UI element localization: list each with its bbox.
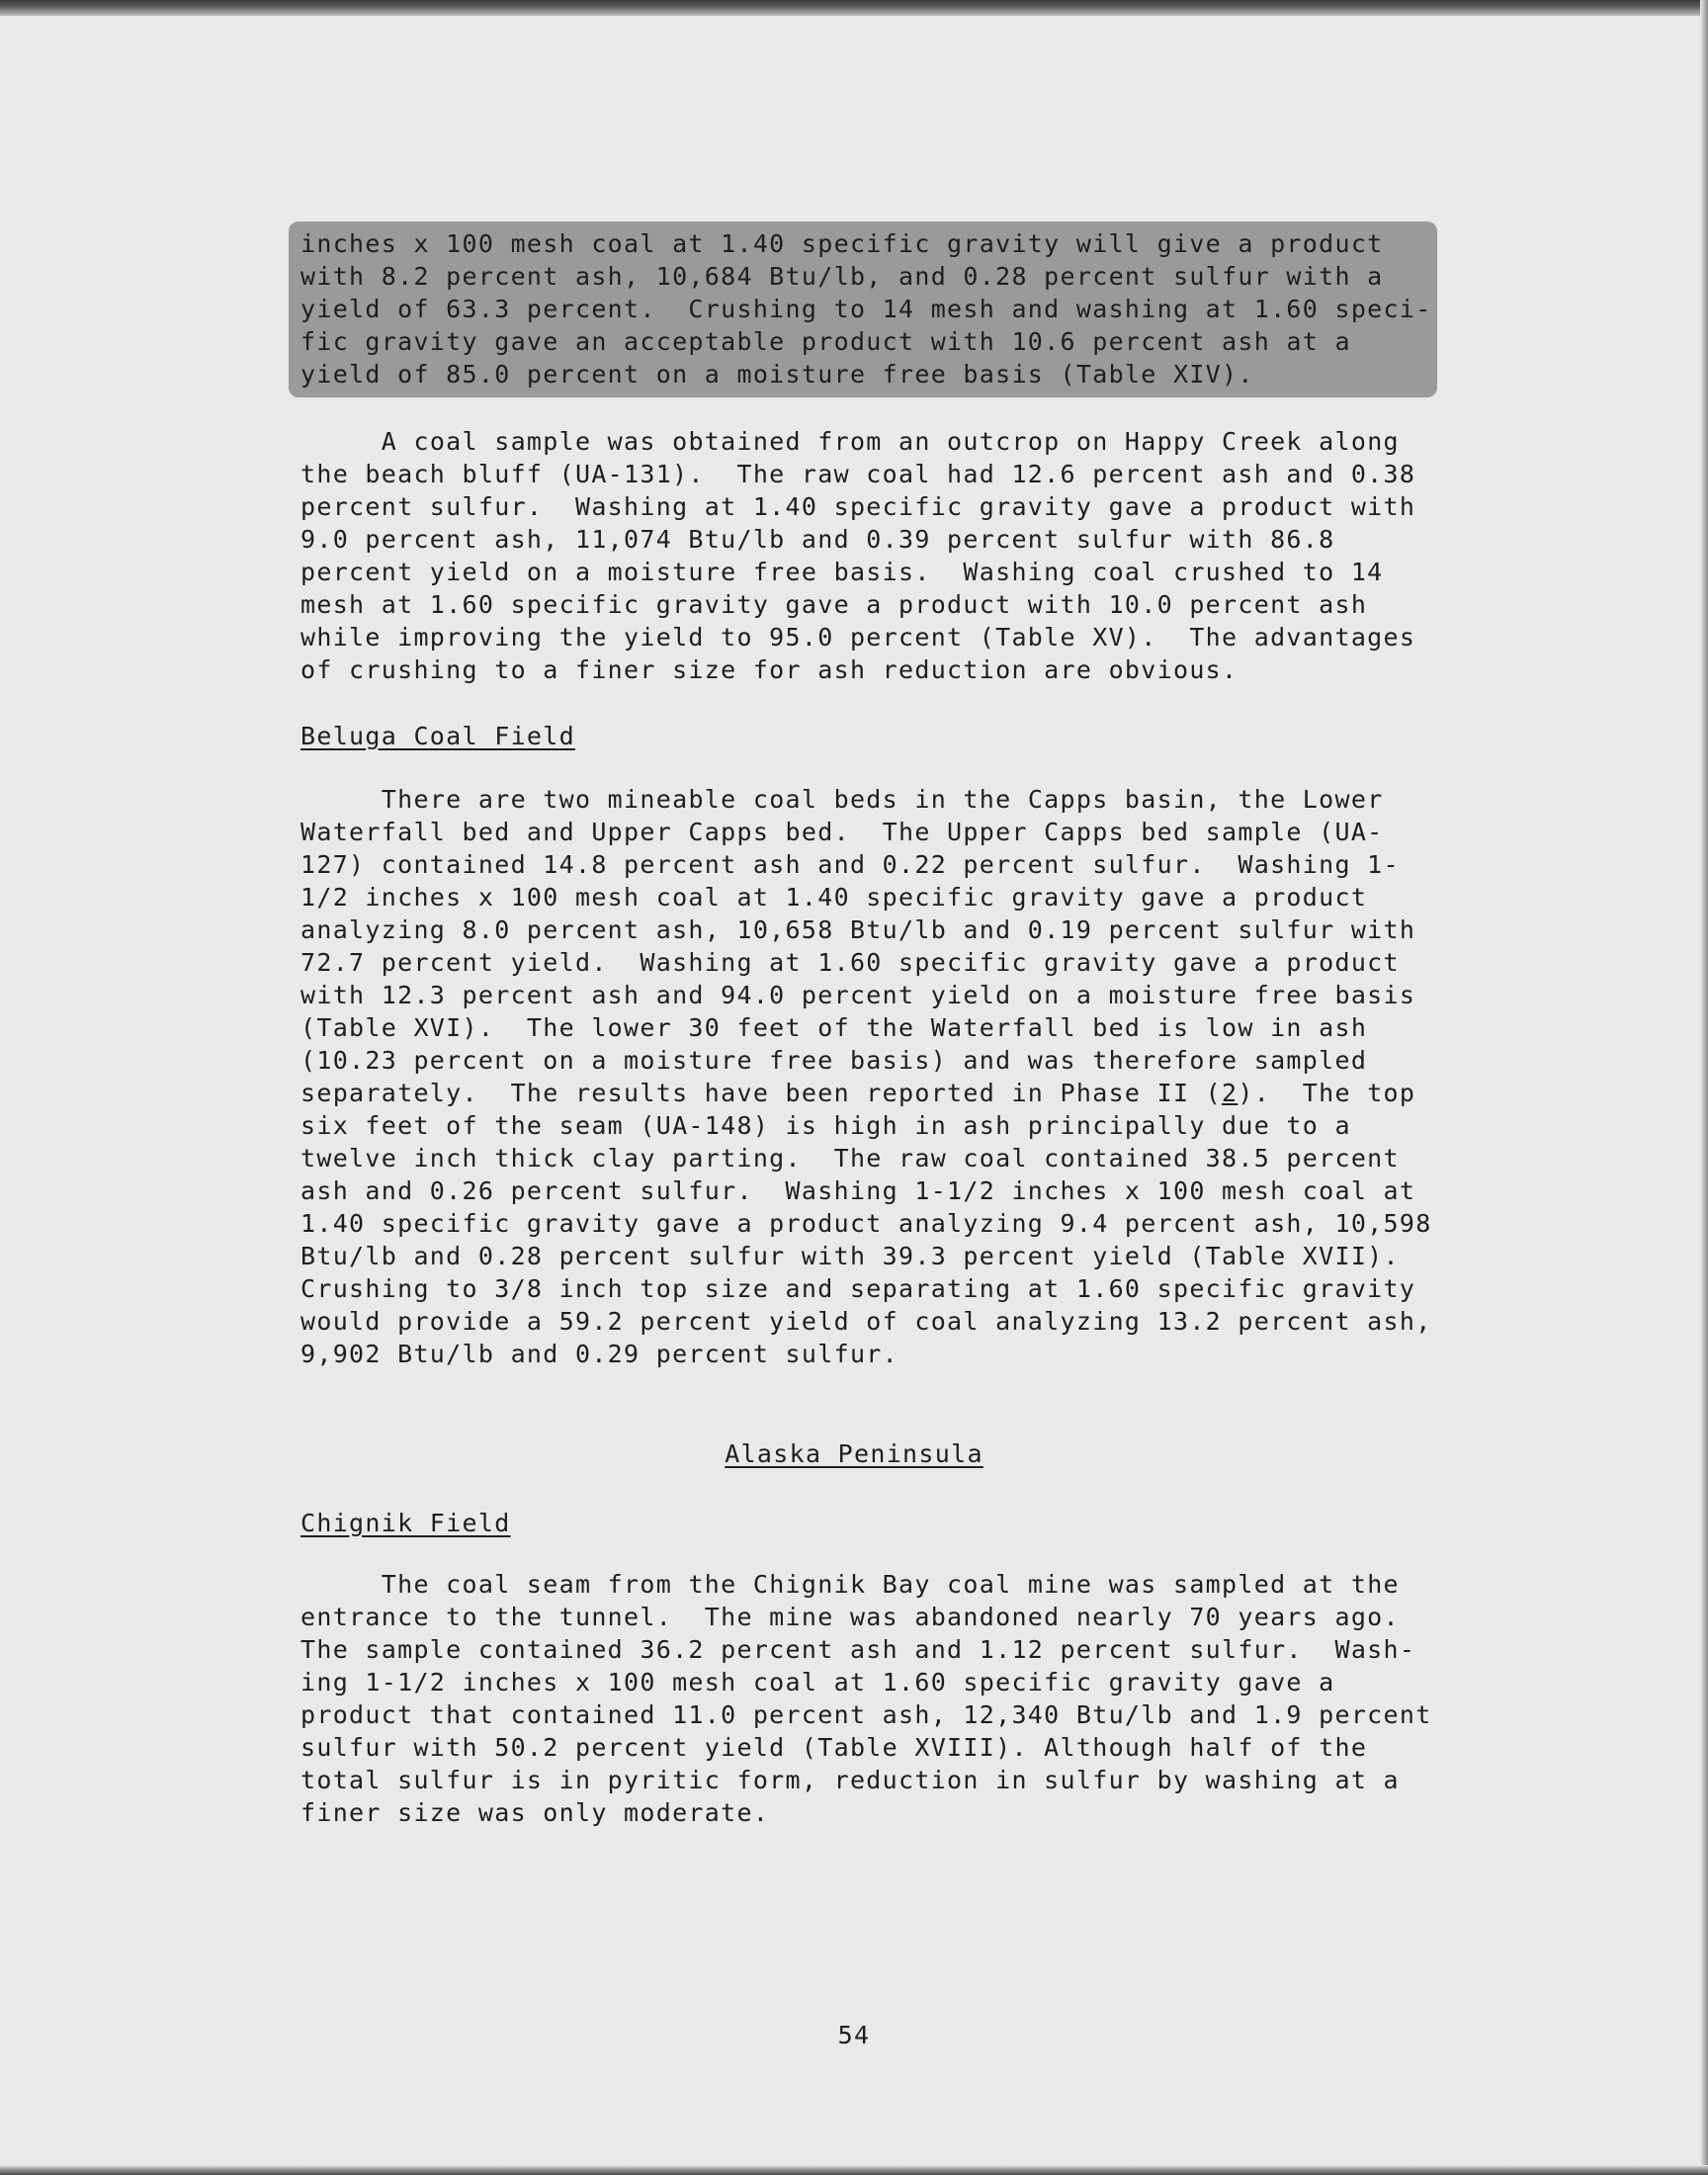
paragraph-capps-basin-part2: ). The top six feet of the seam (UA-148) is high in ash principally due to a twelve inch thick clay parting. The raw coal contained 38.5 percent ash and 0.26 percent sulfur. Washing 1-1/2 inches x 100 mesh coal at 1.40 specific gravity gave a product analyzing 9.4 percent ash, 10,598 Btu/lb and 0.28 percent sulfur with 39.3 percent yield (Table XVII). Crushing to 3/8 inch top size and separating at 1.60 specific gravity would provide a 59.2 percent yield of coal analyzing 13.2 percent ash, 9,902 Btu/lb and 0.29 percent sulfur. (300, 1079, 1432, 1368)
paragraph-chignik-bay: The coal seam from the Chignik Bay coal mine was sampled at the entrance to the tunnel. The mine was abandoned nearly 70 years ago. The sample contained 36.2 percent ash and 1.12 percent sulfur. Wash- ing 1-1/2 inches x 100 mesh coal at 1.60 specific gravity gave a product that contained 11.0 percent ash, 12,340 Btu/lb and 1.9 percent sulfur with 50.2 percent yield (Table XVIII). Although half of the total sulfur is in pyritic form, reduction in sulfur by washing at a finer size was only moderate. (300, 1570, 1432, 1827)
heading-chignik-field: Chignik Field (300, 1509, 511, 1537)
paragraph-capps-basin-part1: There are two mineable coal beds in the Capps basin, the Lower Waterfall bed and Upper Capps bed. The Upper Capps bed sample (UA- 127) contained 14.8 percent ash and 0.22 percent sulfur. Washing 1- 1/2 inches x 100 mesh coal at 1.40 specific gravity gave a product analyzing 8.0 percent ash, 10,658 Btu/lb and 0.19 percent sulfur with 72.7 percent yield. Washing at 1.60 specific gravity gave a product with 12.3 percent ash and 94.0 percent yield on a moisture free basis (Table XVI). The lower 30 feet of the Waterfall bed is low in ash (10.23 percent on a moisture free basis) and was therefore sampled separately. The results have been reported in Phase II ( (300, 785, 1416, 1107)
scan-edge-right (1700, 0, 1708, 2175)
paragraph-continued: inches x 100 mesh coal at 1.40 specific gravity will give a product with 8.2 percent ash, 10,684 Btu/lb, and 0.28 percent sulfur with a yield of 63.3 percent. Crushing to 14 mesh and washing at 1.60 speci- fic gravity gave an acceptable product with 10.6 percent ash at a yield of 85.0 percent on a moisture free basis (Table XIV). (300, 229, 1432, 389)
reference-number: 2 (1222, 1079, 1238, 1107)
paragraph-capps-basin (300, 783, 1447, 1370)
paragraph-happy-creek: A coal sample was obtained from an outcrop on Happy Creek along the beach bluff (UA-131). The raw coal had 12.6 percent ash and 0.38 percent sulfur. Washing at 1.40 specific gravity gave a product with 9.0 percent ash, 11,074 Btu/lb and 0.39 percent sulfur with 86.8 percent yield on a moisture free basis. Washing coal crushed to 14 mesh at 1.60 specific gravity gave a product with 10.0 percent ash while improving the yield to 95.0 percent (Table XV). The advantages of crushing to a finer size for ash reduction are obvious. (300, 427, 1416, 684)
heading-beluga-coal-field: Beluga Coal Field (300, 722, 575, 750)
heading-alaska-peninsula: Alaska Peninsula (725, 1439, 983, 1468)
scan-edge-top (0, 0, 1708, 16)
scan-edge-bottom (0, 2165, 1708, 2175)
heading-alaska-peninsula-wrapper (0, 1437, 1708, 1470)
page-number: 54 (837, 2021, 871, 2049)
